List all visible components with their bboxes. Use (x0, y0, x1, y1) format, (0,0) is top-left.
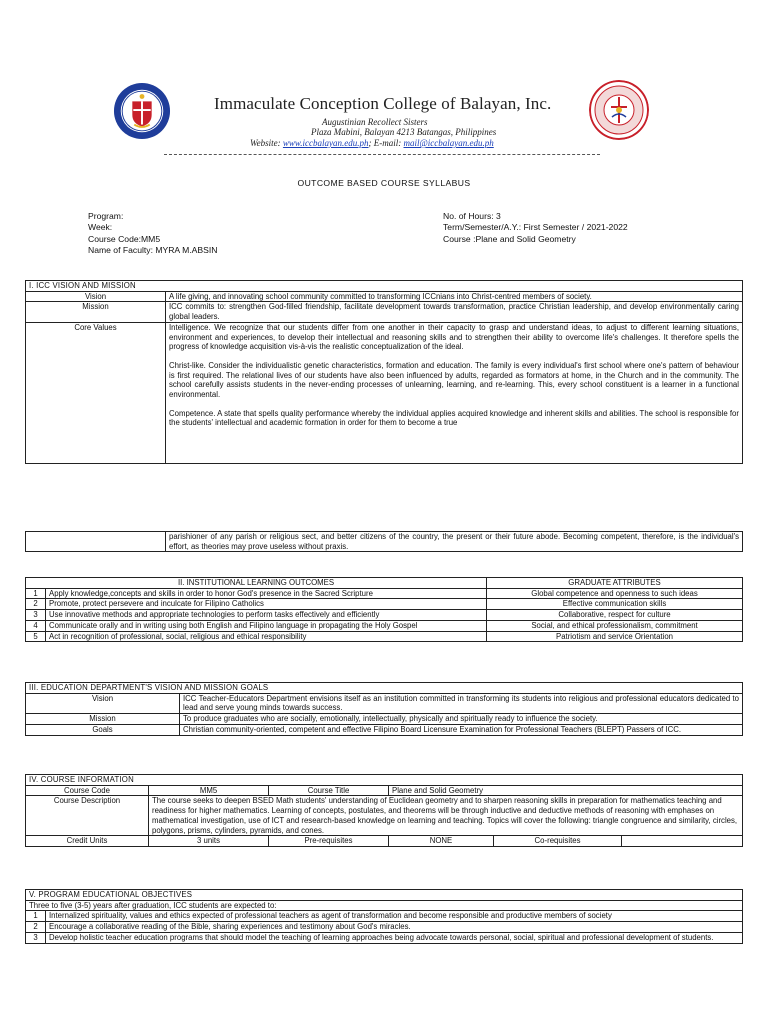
course-field: Course :Plane and Solid Geometry (443, 233, 576, 244)
website-label: Website: (250, 138, 283, 148)
contact-line (250, 138, 494, 148)
objective-text: Develop holistic teacher education programs that should model the teaching of learning approaches being advocate towards personal, social, spiritual and professional development of students. (46, 932, 743, 943)
attribute-text: Collaborative, respect for culture (487, 610, 743, 621)
credit-units-value: 3 units (149, 836, 269, 847)
faculty-field: Name of Faculty: MYRA M.ABSIN (88, 244, 218, 255)
credit-units-label: Credit Units (26, 836, 149, 847)
dept-mission-label: Mission (26, 714, 180, 725)
row-number: 5 (26, 631, 46, 642)
table-row (26, 922, 743, 933)
course-code-label: Course Code (26, 785, 149, 796)
row-number: 2 (26, 922, 46, 933)
objective-text: Encourage a collaborative reading of the Bible, sharing experiences and testimony about God's miracles. (46, 922, 743, 933)
row-number: 4 (26, 620, 46, 631)
course-title-value: Plane and Solid Geometry (389, 785, 743, 796)
row-number: 1 (26, 588, 46, 599)
school-seal-logo (113, 82, 171, 140)
course-title-label: Course Title (269, 785, 389, 796)
row-number: 1 (26, 911, 46, 922)
school-address: Plaza Mabini, Balayan 4213 Batangas, Philippines (311, 127, 497, 137)
website-link[interactable]: www.iccbalayan.edu.ph (282, 138, 369, 148)
department-goals-table (25, 682, 743, 736)
outcome-text: Act in recognition of professional, social, religious and ethical responsibility (46, 631, 487, 642)
corequisites-value (622, 836, 743, 847)
attribute-text: Global competence and openness to such ideas (487, 588, 743, 599)
section-4-title: IV. COURSE INFORMATION (26, 775, 743, 786)
row-number: 3 (26, 610, 46, 621)
outcome-text: Communicate orally and in writing using both English and Filipino language in propagating the Holy Gospel (46, 620, 487, 631)
attribute-text: Patriotism and service Orientation (487, 631, 743, 642)
section-5-title: V. PROGRAM EDUCATIONAL OBJECTIVES (26, 890, 743, 901)
core-intelligence: Intelligence. We recognize that our students differ from one another in their capacity to grasp and understand ideas, to adjust to different learning situations, environment and experiences, to develop their intellectual and reasoning skills and to strengthen their ability to overcome life's challenges. It therefore spells the progress of knowledge acquisition vis-à-vis the realistic conceptualization of the ideal. (169, 322, 739, 352)
outcome-text: Promote, protect persevere and inculcate for Filipino Catholics (46, 599, 487, 610)
core-values-label: Core Values (26, 322, 166, 463)
table-row (26, 599, 743, 610)
objective-text: Internalized spirituality, values and ethics expected of professional teachers as agent of transformation and become responsible and productive members of society (46, 911, 743, 922)
empty-cell (26, 532, 166, 552)
core-values-continued: parishioner of any parish or religious sect, and better citizens of the country, the present or their future abode. Becoming competent, therefore, is the individual's effort, as theories may prove useless without praxis. (166, 532, 743, 552)
document-title: OUTCOME BASED COURSE SYLLABUS (297, 178, 471, 188)
dept-goals-label: Goals (26, 724, 180, 735)
week-field: Week: (88, 222, 113, 233)
congregation-name: Augustinian Recollect Sisters (322, 117, 428, 127)
outcome-text: Apply knowledge,concepts and skills in order to honor God's presence in the Sacred Scripture (46, 588, 487, 599)
vision-label: Vision (26, 291, 166, 302)
section-1-title: I. ICC VISION AND MISSION (26, 281, 743, 292)
mission-label: Mission (26, 302, 166, 322)
email-link[interactable]: mail@iccbalayan.edu.ph (403, 138, 494, 148)
attribute-text: Social, and ethical professionalism, commitment (487, 620, 743, 631)
table-row (26, 911, 743, 922)
table-row (26, 932, 743, 943)
dept-mission-text: To produce graduates who are socially, emotionally, intellectually, physically and spiritually ready to influence the society. (180, 714, 743, 725)
congregation-seal-logo (589, 80, 649, 140)
table-row (26, 588, 743, 599)
mission-text: ICC commits to: strengthen God-filled friendship, facilitate development towards transformation, practice Christian leadership, and develop environmentally caring global leaders. (166, 302, 743, 322)
term-field: Term/Semester/A.Y.: First Semester / 2021-2022 (443, 222, 628, 233)
row-number: 2 (26, 599, 46, 610)
attribute-text: Effective communication skills (487, 599, 743, 610)
vision-mission-table (25, 280, 743, 464)
table-row (26, 610, 743, 621)
corequisites-label: Co-requisites (494, 836, 622, 847)
course-info-right (443, 211, 628, 245)
dept-goals-text: Christian community-oriented, competent and effective Filipino Board Licensure Examination for Professional Teachers (BLEPT) Passers of ICC. (180, 724, 743, 735)
section-2-title: II. INSTITUTIONAL LEARNING OUTCOMES (26, 578, 487, 589)
row-number: 3 (26, 932, 46, 943)
outcome-text: Use innovative methods and appropriate technologies to perform tasks effectively and efficiently (46, 610, 487, 621)
course-description-label: Course Description (26, 796, 149, 836)
core-values-text (166, 322, 743, 463)
course-info-left (88, 211, 217, 256)
core-christlike: Christ-like. Consider the individualistic genetic characteristics, formation and education. The family is every individual's first school where one's pattern of behaviour is first required. The relational lives of our students have also been influenced by adults, regarded as formators at home, in the Church and in the community. The school carefully assists students in the never-ending processes of unlearning, learning, and re-learning. This, every school constituent is a learner in a functional environmental. (169, 360, 739, 400)
graduate-attributes-title: GRADUATE ATTRIBUTES (487, 578, 743, 589)
core-competence: Competence. A state that spells quality performance whereby the individual applies acquired knowledge and inherent skills and abilities. The school is responsible for the students' intellectual and academic formation in order for them to become a true (169, 408, 739, 428)
table-row (26, 620, 743, 631)
course-code-value: MM5 (149, 785, 269, 796)
objectives-intro: Three to five (3-5) years after graduation, ICC students are expected to: (26, 900, 743, 911)
email-label: ; E-mail: (368, 138, 404, 148)
prerequisites-label: Pre-requisites (269, 836, 389, 847)
table-row (26, 631, 743, 642)
vision-text: A life giving, and innovating school community committed to transforming ICCnians into Christ-centred members of society. (166, 291, 743, 302)
learning-outcomes-table (25, 577, 743, 642)
program-field: Program: (88, 211, 124, 221)
school-name: Immaculate Conception College of Balayan, Inc. (214, 94, 552, 113)
course-information-table (25, 774, 743, 847)
prerequisites-value: NONE (389, 836, 494, 847)
course-code-field: Course Code:MM5 (88, 233, 161, 244)
course-description-text: The course seeks to deepen BSED Math students' understanding of Euclidean geometry and to sharpen reasoning skills in preparation for mathematics teaching and readiness for higher mathematics. Learning of concepts, postulates, and theorems will be through inductive and deductive methods of reasoning with emphases on mathematical investigation, use of ICT and research-based knowledge on learning and teaching. Topics will cover the following: triangle congruence and similarity, circles, polygons, prisms, cylinders, pyramids, and cones. (149, 796, 743, 836)
core-values-continuation (25, 531, 743, 552)
dept-vision-label: Vision (26, 693, 180, 713)
hours-field: No. of Hours: 3 (443, 211, 501, 221)
section-3-title: III. EDUCATION DEPARTMENT'S VISION AND MISSION GOALS (26, 683, 743, 694)
dept-vision-text: ICC Teacher-Educators Department envisions itself as an institution committed in transforming its students into religious and professional educators dedicated to lead and serve young minds towards success. (180, 693, 743, 713)
program-objectives-table (25, 889, 743, 944)
header-divider (164, 154, 600, 155)
